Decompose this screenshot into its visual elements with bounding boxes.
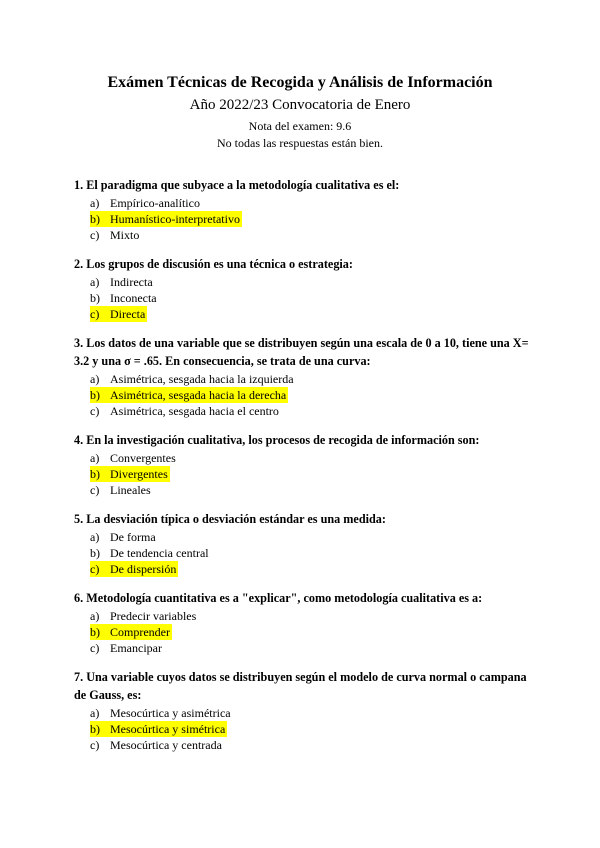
option-list	[74, 195, 534, 243]
option-highlighted	[74, 466, 534, 482]
option-highlighted	[74, 624, 534, 640]
option-letter: a)	[90, 706, 100, 720]
option-letter: a)	[90, 451, 100, 465]
option-text: Asimétrica, sesgada hacia la derecha	[110, 388, 287, 402]
question-text: 6. Metodología cuantitativa es a "explicar", como metodología cualitativa es a:	[74, 591, 483, 605]
option-text: Convergentes	[110, 451, 176, 465]
option	[74, 640, 534, 656]
grade-line: Nota del examen: 9.6	[248, 119, 352, 133]
question-text: 2. Los grupos de discusión es una técnica o estrategia:	[74, 257, 353, 271]
option-text: De dispersión	[110, 562, 177, 576]
option-text: Lineales	[110, 483, 151, 497]
option	[74, 450, 534, 466]
option	[74, 403, 534, 419]
document-header	[0, 72, 600, 152]
option-letter: b)	[90, 291, 100, 305]
option-letter: b)	[90, 466, 108, 482]
option-text: Directa	[110, 307, 146, 321]
option	[74, 290, 534, 306]
question-text: 1. El paradigma que subyace a la metodología cualitativa es el:	[74, 178, 400, 192]
option-letter: c)	[90, 306, 108, 322]
option-text: Asimétrica, sesgada hacia el centro	[110, 404, 279, 418]
question-text: 7. Una variable cuyos datos se distribuyen según el modelo de curva normal o campana de Gauss, es:	[74, 670, 527, 702]
option-list	[74, 529, 534, 577]
disclaimer: No todas las respuestas están bien.	[217, 136, 383, 150]
question-item	[74, 176, 534, 243]
option-list	[74, 608, 534, 656]
option-text: Humanístico-interpretativo	[110, 212, 240, 226]
option-text: Empírico-analítico	[110, 196, 200, 210]
option-highlighted	[74, 561, 534, 577]
option-highlighted	[74, 211, 534, 227]
option-text: Mesocúrtica y asimétrica	[110, 706, 231, 720]
option-list	[74, 450, 534, 498]
option-text: Predecir variables	[110, 609, 197, 623]
question-item	[74, 589, 534, 656]
option	[74, 482, 534, 498]
option-text: Comprender	[110, 625, 170, 639]
option	[74, 195, 534, 211]
option-text: Asimétrica, sesgada hacia la izquierda	[110, 372, 294, 386]
page-subtitle: Año 2022/23 Convocatoria de Enero	[189, 97, 411, 113]
option	[74, 705, 534, 721]
option-text: Divergentes	[110, 467, 168, 481]
option-letter: b)	[90, 624, 108, 640]
option-highlighted	[74, 306, 534, 322]
option	[74, 737, 534, 753]
option-text: De tendencia central	[110, 546, 209, 560]
question-item	[74, 431, 534, 498]
option-letter: c)	[90, 404, 100, 418]
option-letter: b)	[90, 387, 108, 403]
option-letter: b)	[90, 721, 108, 737]
option-letter: c)	[90, 641, 100, 655]
option-letter: b)	[90, 211, 108, 227]
option-letter: c)	[90, 228, 100, 242]
option	[74, 545, 534, 561]
option-list	[74, 274, 534, 322]
option	[74, 371, 534, 387]
question-text: 5. La desviación típica o desviación estándar es una medida:	[74, 512, 386, 526]
option-letter: b)	[90, 546, 100, 560]
option-list	[74, 371, 534, 419]
option-letter: a)	[90, 609, 100, 623]
option-letter: a)	[90, 275, 100, 289]
page-title: Exámen Técnicas de Recogida y Análisis de Información	[107, 74, 493, 91]
option-letter: a)	[90, 196, 100, 210]
option	[74, 529, 534, 545]
option-letter: c)	[90, 738, 100, 752]
option-text: Mesocúrtica y simétrica	[110, 722, 226, 736]
option-text: Mesocúrtica y centrada	[110, 738, 222, 752]
question-list	[74, 176, 534, 765]
option-list	[74, 705, 534, 753]
option-letter: c)	[90, 561, 108, 577]
question-item	[74, 255, 534, 322]
option-letter: c)	[90, 483, 100, 497]
option	[74, 227, 534, 243]
option-text: Indirecta	[110, 275, 153, 289]
option-text: De forma	[110, 530, 156, 544]
option-text: Inconecta	[110, 291, 157, 305]
option-text: Emancipar	[110, 641, 162, 655]
option-letter: a)	[90, 372, 100, 386]
option	[74, 274, 534, 290]
question-text: 4. En la investigación cualitativa, los procesos de recogida de información son:	[74, 433, 480, 447]
option-text: Mixto	[110, 228, 140, 242]
question-item	[74, 334, 534, 419]
option-highlighted	[74, 721, 534, 737]
option	[74, 608, 534, 624]
question-text: 3. Los datos de una variable que se distribuyen según una escala de 0 a 10, tiene una X= 3.2 y una σ = .65. En consecuencia, se trata de una curva:	[74, 336, 529, 368]
option-letter: a)	[90, 530, 100, 544]
question-item	[74, 510, 534, 577]
option-highlighted	[74, 387, 534, 403]
question-item	[74, 668, 534, 753]
